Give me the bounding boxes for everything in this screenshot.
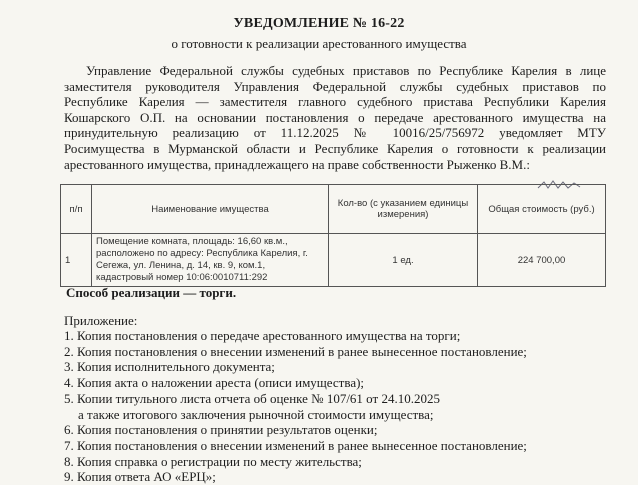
cell-cost: 224 700,00: [478, 234, 606, 287]
list-item: 1. Копия постановления о передаче арестованного имущества на торги;: [64, 328, 461, 343]
list-item: 9. Копия ответа АО «ЕРЦ»;: [64, 469, 216, 485]
list-item: 4. Копия акта о наложении ареста (описи имущества);: [64, 375, 365, 391]
table-row: [61, 234, 606, 287]
notice-body-line: Управление Федеральной службы судебных приставов по Республике Карелия в лице: [86, 63, 606, 78]
list-item: 7. Копия постановления о внесении изменений в ранее вынесенное постановление;: [64, 437, 527, 453]
list-item: 6. Копия постановления о принятии результатов оценки;: [64, 422, 378, 438]
appendix-list: [64, 328, 624, 485]
document-subtitle: о готовности к реализации арестованного имущества: [171, 36, 467, 51]
notice-body: [64, 63, 606, 172]
notice-body-line: Кошарского О.П. на основании постановления о передаче арестованного имущества на: [64, 109, 606, 125]
sale-method: Способ реализации — торги.: [66, 285, 237, 300]
notice-body-line: принудительную реализацию от 11.12.2025 № 10016/25/756972 уведомляет МТУ: [64, 125, 606, 141]
cell-qty: 1 ед.: [329, 234, 478, 287]
cell-num: 1: [61, 234, 92, 287]
notice-body-line: арестованного имущества, принадлежащего на праве собственности Рыженко В.М.:: [64, 156, 530, 172]
notice-body-line: Росимущества в Мурманской области и Республике Карелия о готовности к реализации: [64, 140, 606, 156]
list-item: 2. Копия постановления о внесении изменений в ранее вынесенное постановление;: [64, 343, 527, 359]
list-item: а также итогового заключения рыночной стоимости имущества;: [78, 406, 434, 422]
header-cost: Общая стоимость (руб.): [478, 185, 606, 234]
list-item: 8. Копия справка о регистрации по месту жительства;: [64, 453, 362, 469]
notice-body-line: заместителя руководителя Управления Федеральной службы судебных приставов по: [64, 78, 606, 94]
notice-body-line: Республике Карелия — заместителя главного судебного пристава Республики Карелия: [64, 94, 606, 110]
cell-name: Помещение комната, площадь: 16,60 кв.м., расположено по адресу: Республика Карелия, г. Сегежа, ул. Ленина, д. 14, кв. 9, ком.1, кадастровый номер 10:06:0010711:292: [92, 234, 329, 287]
appendix-title: Приложение:: [64, 313, 138, 328]
assets-table: [60, 184, 606, 287]
header-num: п/п: [61, 185, 92, 234]
list-item: 5. Копии титульного листа отчета об оценке № 107/61 от 24.10.2025: [64, 390, 440, 406]
list-item: 3. Копия исполнительного документа;: [64, 359, 275, 375]
header-qty: Кол-во (с указанием единицы измерения): [329, 185, 478, 234]
header-name: Наименование имущества: [92, 185, 329, 234]
document-title: УВЕДОМЛЕНИЕ № 16-22: [233, 16, 405, 31]
table-header-row: [61, 185, 606, 234]
